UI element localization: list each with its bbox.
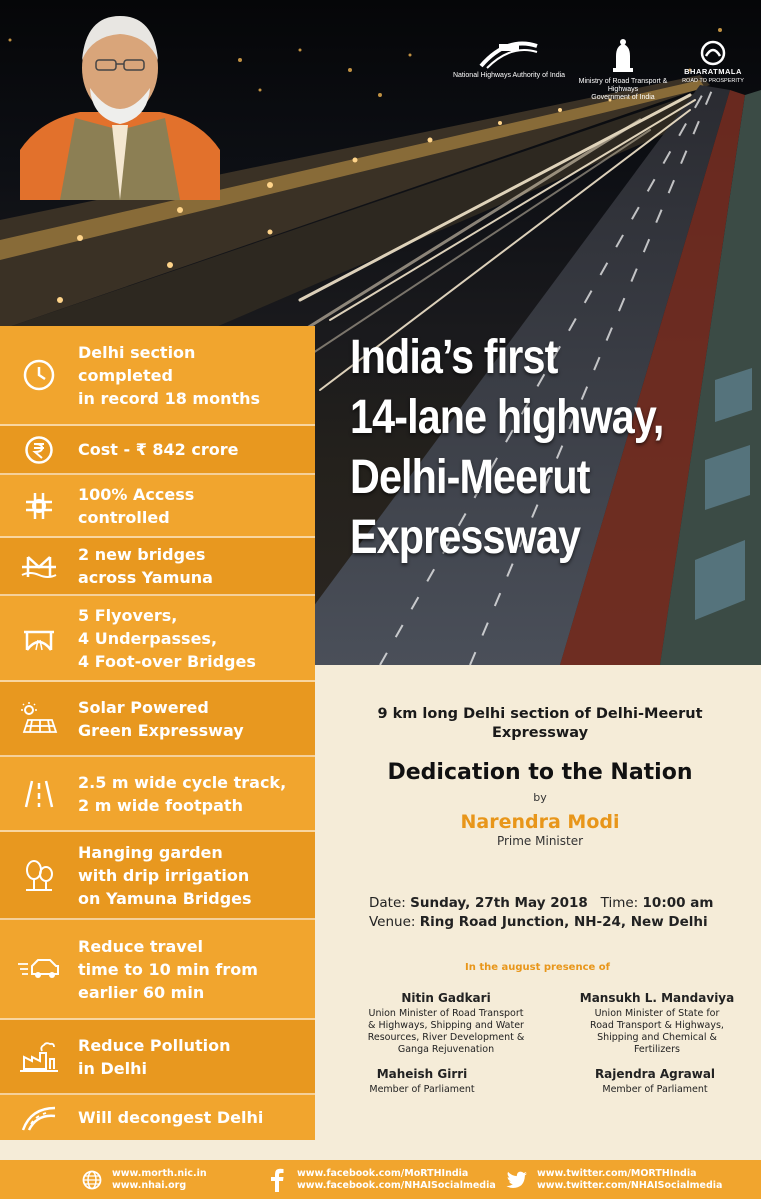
road-icon (21, 1104, 57, 1132)
dignitary-card (357, 992, 535, 1056)
tree-icon (22, 858, 56, 892)
feature-flyovers (0, 596, 315, 682)
headline-line: 14-lane highway, (350, 391, 664, 444)
morth-twitter-link[interactable]: www.twitter.com/MORTHIndia (537, 1167, 697, 1179)
dignitary-role-line: Shipping and Chemical & (597, 1032, 717, 1043)
footer-bar (0, 1160, 761, 1199)
feature-bridges (0, 538, 315, 596)
logo-strip (448, 38, 748, 101)
facebook-icon (270, 1168, 284, 1192)
feature-line: 100% Access (78, 484, 195, 504)
fast-car-icon (18, 956, 60, 982)
feature-line: time to 10 min from (78, 959, 258, 979)
presence-heading: In the august presence of (465, 962, 610, 973)
dignitary-role-line: Union Minister of Road Transport (368, 1008, 524, 1019)
nhai-twitter-link[interactable]: www.twitter.com/NHAISocialmedia (537, 1179, 723, 1191)
feature-decongest (0, 1095, 315, 1140)
feature-text (78, 438, 238, 461)
bharatmala-tagline: ROAD TO PROSPERITY (682, 78, 744, 84)
event-details (330, 705, 750, 848)
feature-line: Cost - ₹ 842 crore (78, 440, 239, 459)
feature-line: earlier 60 min (78, 982, 205, 1002)
feature-text (78, 604, 256, 673)
feature-cycle-track (0, 757, 315, 832)
feature-text (78, 483, 194, 529)
date-value: Sunday, 27th May 2018 (410, 895, 588, 911)
feature-text (78, 341, 260, 410)
feature-text (78, 543, 213, 589)
feature-text (78, 841, 252, 910)
cycle-track-icon (22, 777, 56, 811)
feature-line: Green Expressway (78, 720, 244, 740)
dignitary-role-line: & Highways, Shipping and Water (368, 1020, 524, 1031)
time-label: Time: (600, 895, 639, 911)
feature-access-control (0, 475, 315, 538)
feature-line: 2.5 m wide cycle track, (78, 772, 287, 792)
feature-cost (0, 426, 315, 475)
access-control-icon (22, 489, 56, 523)
feature-line: 4 Foot-over Bridges (78, 651, 256, 671)
date-venue (369, 894, 713, 932)
morth-caption-line1: Ministry of Road Transport & Highways (578, 78, 668, 93)
national-emblem-icon (608, 38, 638, 76)
bharatmala-name: BHARATMALA (684, 67, 742, 76)
factory-pollution-icon (20, 1041, 58, 1073)
rupee-icon (24, 435, 54, 465)
nhai-facebook-link[interactable]: www.facebook.com/NHAISocialmedia (297, 1179, 496, 1191)
feature-text (78, 935, 258, 1004)
globe-icon (82, 1170, 102, 1190)
date-time-line (369, 894, 713, 913)
dignitary-role-line: Fertilizers (633, 1044, 681, 1055)
dignitary-card (580, 1068, 730, 1096)
feature-text (78, 696, 244, 742)
dignitary-role-line: Member of Parliament (369, 1084, 475, 1095)
headline-line: Delhi-Meerut (350, 451, 590, 504)
clock-icon (22, 358, 56, 392)
dignitary-role-line: Ganga Rejuvenation (397, 1044, 495, 1055)
dignitary-role-line: Member of Parliament (602, 1084, 708, 1095)
feature-line: in Delhi (78, 1058, 147, 1078)
feature-line: Reduce Pollution (78, 1035, 231, 1055)
nhai-emblem-icon (477, 40, 541, 70)
feature-text (78, 1106, 263, 1129)
feature-line: completed (78, 365, 173, 385)
morth-caption-line2: Government of India (591, 94, 655, 101)
feature-line: Reduce travel (78, 936, 204, 956)
feature-line: in record 18 months (78, 388, 261, 408)
feature-travel-time (0, 920, 315, 1020)
dignitary-name: Rajendra Agrawal (594, 1067, 716, 1081)
dignitary-role-line: Union Minister of State for (594, 1008, 720, 1019)
feature-line: Solar Powered (78, 697, 209, 717)
nhai-website-link[interactable]: www.nhai.org (112, 1179, 187, 1191)
dignitary-role-line: Resources, River Development & (367, 1032, 525, 1043)
feature-line: Will decongest Delhi (78, 1108, 264, 1127)
dignitary-name: Mansukh L. Mandaviya (579, 991, 735, 1005)
feature-line: on Yamuna Bridges (78, 888, 252, 908)
bharatmala-logo (678, 40, 748, 85)
feature-line: 4 Underpasses, (78, 628, 218, 648)
feature-line: across Yamuna (78, 568, 213, 587)
feature-text (78, 771, 286, 817)
dignitary-card (566, 992, 748, 1056)
flyover-icon (21, 622, 57, 654)
feature-pollution (0, 1020, 315, 1095)
venue-line (369, 913, 713, 932)
morth-website-link[interactable]: www.morth.nic.in (112, 1167, 207, 1179)
event-subtitle-line: 9 km long Delhi section of Delhi-Meerut (377, 706, 703, 722)
feature-line: Hanging garden (78, 842, 223, 862)
feature-line: 5 Flyovers, (78, 605, 178, 625)
morth-logo (568, 38, 678, 102)
feature-line: 2 new bridges (78, 545, 206, 564)
event-subtitle (330, 705, 750, 743)
dignitary-main-name: Narendra Modi (460, 811, 620, 833)
morth-facebook-link[interactable]: www.facebook.com/MoRTHIndia (297, 1167, 469, 1179)
footer-websites (80, 1160, 207, 1199)
feature-solar (0, 682, 315, 757)
venue-label: Venue: (369, 914, 416, 930)
nhai-logo (448, 40, 570, 80)
by-label: by (533, 791, 547, 804)
feature-text (78, 1034, 231, 1080)
dedication-title: Dedication to the Nation (387, 760, 693, 785)
nhai-caption: National Highways Authority of India (452, 72, 566, 79)
feature-line: controlled (78, 507, 170, 527)
dignitary-name: Maheish Girri (376, 1067, 468, 1081)
feature-completion (0, 326, 315, 426)
date-label: Date: (369, 895, 406, 911)
headline-line: India’s first (350, 331, 558, 384)
time-value: 10:00 am (642, 895, 714, 911)
bharatmala-emblem-icon (700, 40, 726, 66)
footer-facebook (265, 1160, 496, 1199)
headline-line: Expressway (350, 511, 581, 564)
venue-value: Ring Road Junction, NH-24, New Delhi (419, 914, 708, 930)
feature-garden (0, 832, 315, 920)
dignitary-role-line: Road Transport & Highways, (590, 1020, 724, 1031)
dignitary-name: Nitin Gadkari (401, 991, 491, 1005)
feature-line: Delhi section (78, 342, 196, 362)
feature-line: with drip irrigation (78, 865, 250, 885)
dignitary-main-title: Prime Minister (496, 834, 584, 848)
bridge-icon (20, 551, 58, 581)
footer-twitter (505, 1160, 722, 1199)
twitter-icon (506, 1171, 528, 1189)
solar-panel-icon (20, 702, 58, 736)
dignitary-card (357, 1068, 487, 1096)
event-subtitle-line: Expressway (491, 725, 589, 741)
feature-line: 2 m wide footpath (78, 795, 243, 815)
prime-minister-portrait (20, 0, 220, 200)
headline (350, 328, 694, 568)
